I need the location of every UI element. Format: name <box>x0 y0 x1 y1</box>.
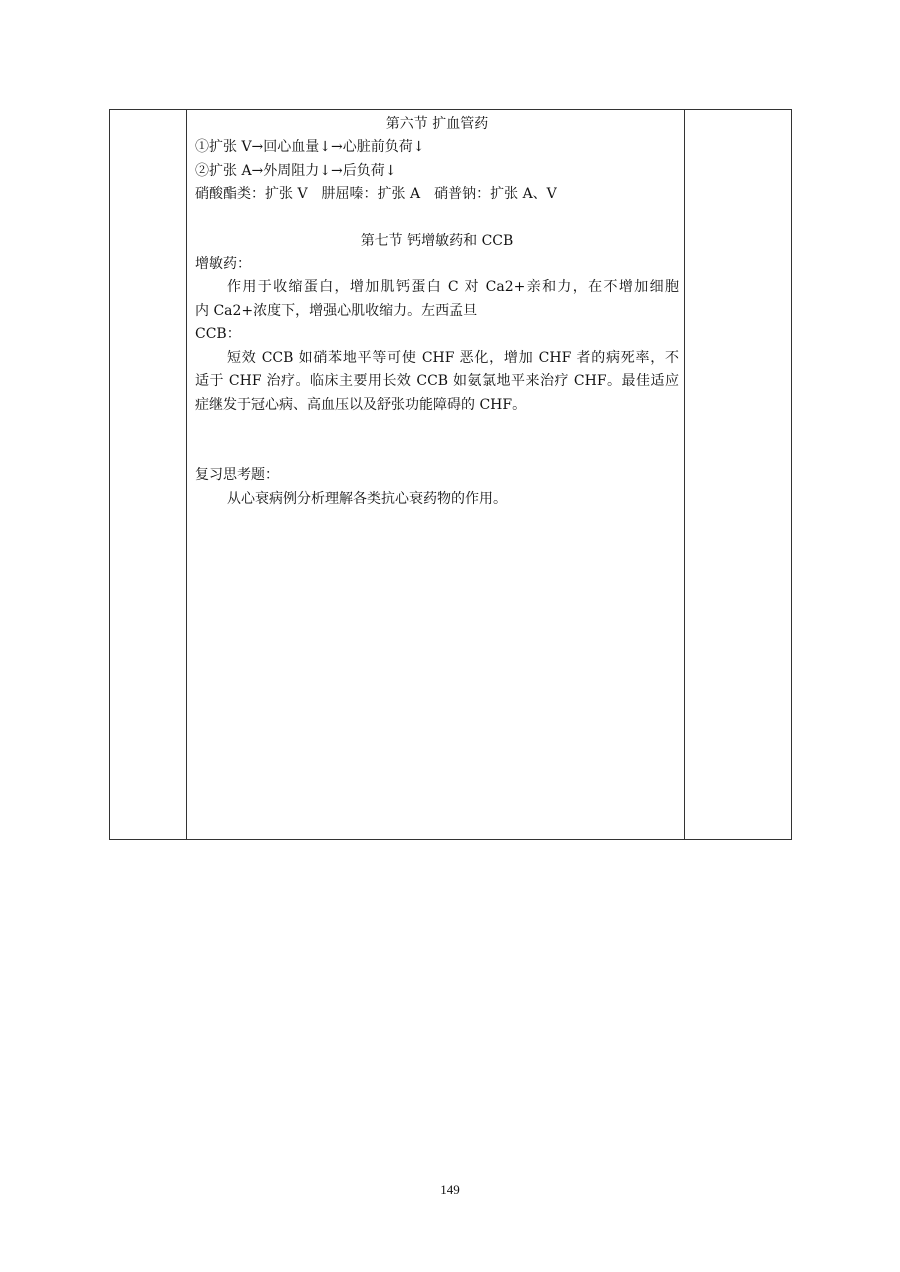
ccb-line2: 适于 CHF 治疗。临床主要用长效 CCB 如氨氯地平来治疗 CHF。最佳适应 <box>195 373 679 389</box>
table-left-divider <box>186 110 187 839</box>
sensitizer-line1: 作用于收缩蛋白，增加肌钙蛋白 C 对 Ca2+亲和力，在不增加细胞 <box>227 279 679 295</box>
sensitizer-line2: 内 Ca2+浓度下，增强心肌收缩力。左西孟旦 <box>195 303 478 319</box>
ccb-line1: 短效 CCB 如硝苯地平等可使 CHF 恶化，增加 CHF 者的病死率，不 <box>227 350 679 366</box>
section6-title: 第六节 扩血管药 <box>385 116 489 132</box>
table-right-divider <box>684 110 685 839</box>
section6-line2: ②扩张 A→外周阻力↓→后负荷↓ <box>195 163 397 179</box>
lesson-table <box>109 109 792 840</box>
section7-title: 第七节 钙增敏药和 CCB <box>360 233 514 249</box>
review-question: 从心衰病例分析理解各类抗心衰药物的作用。 <box>227 491 507 507</box>
page-number: 149 <box>440 1182 460 1197</box>
section6-line1: ①扩张 V→回心血量↓→心脏前负荷↓ <box>195 139 425 155</box>
review-heading: 复习思考题： <box>195 467 279 483</box>
ccb-line3: 症继发于冠心病、高血压以及舒张功能障碍的 CHF。 <box>195 397 527 413</box>
section6-line3: 硝酸酯类：扩张 V 肼屈嗪：扩张 A 硝普钠：扩张 A、V <box>195 186 557 202</box>
content-cell <box>195 110 679 839</box>
ccb-heading: CCB： <box>195 326 241 342</box>
sensitizer-heading: 增敏药： <box>195 256 251 272</box>
